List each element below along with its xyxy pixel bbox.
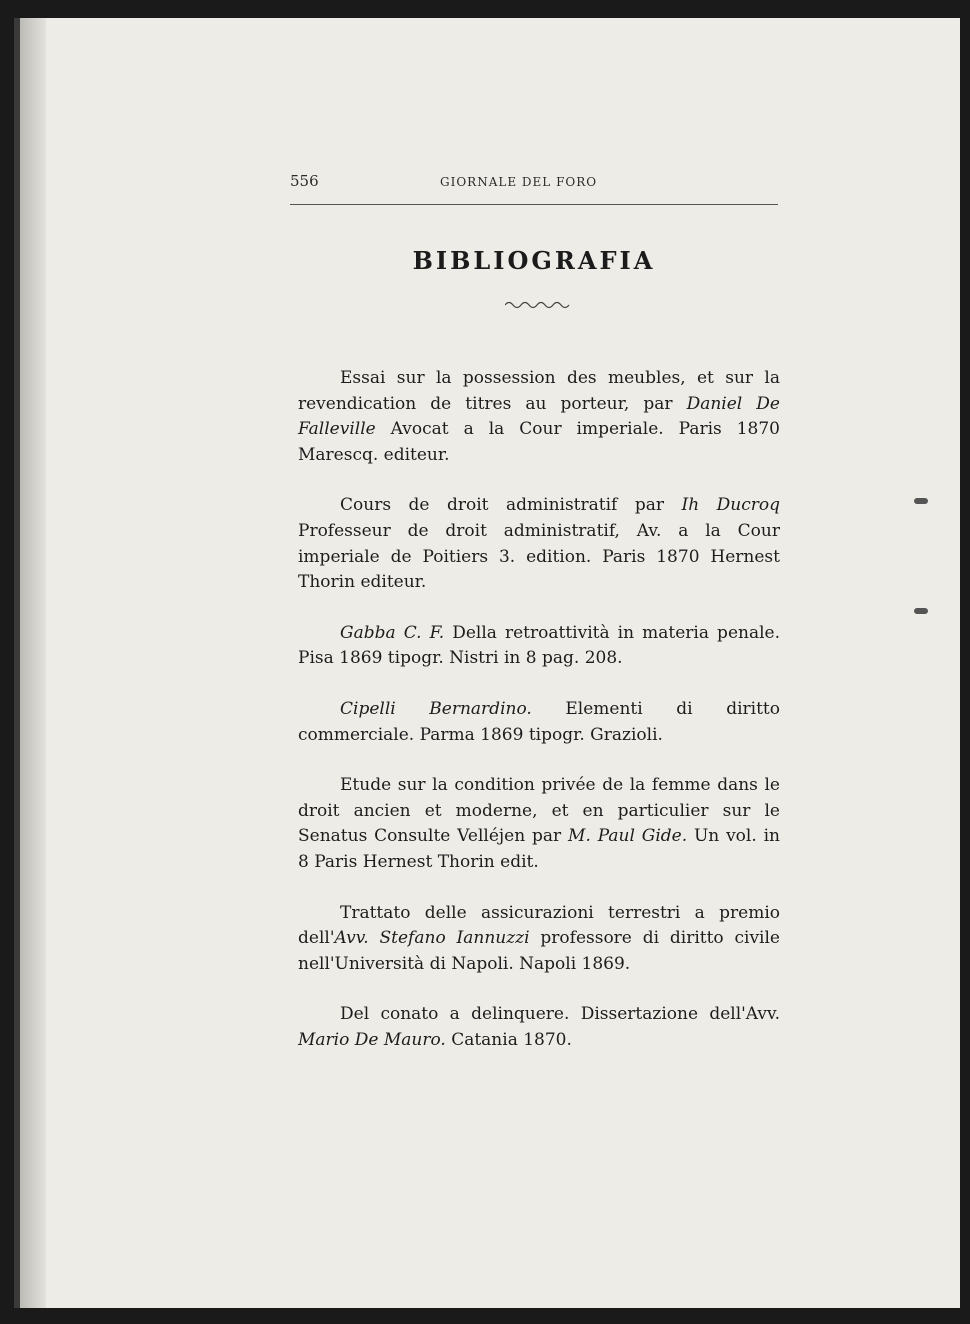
entry-text: Del conato a delinquere. Dissertazione dell'Avv. <box>340 1004 780 1025</box>
entry-author: Gabba C. F. <box>340 622 445 643</box>
entry-text: Catania 1870. <box>445 1029 572 1050</box>
entry-author: Ih Ducroq <box>681 495 780 516</box>
bibliography-entry <box>298 697 780 748</box>
bibliography-entry <box>298 366 780 468</box>
entry-text: Elementi di diritto commerciale. Parma 1869 tipogr. Grazioli. <box>298 698 780 745</box>
bibliography-entry <box>298 621 780 672</box>
entry-text: Professeur de droit administratif, Av. a la Cour imperiale de Poitiers 3. edition. Paris 1870 Hernest Thorin editeur. <box>298 520 780 593</box>
page-gutter-shadow <box>20 18 46 1308</box>
title-ornament-icon <box>505 300 571 310</box>
entry-text: Essai sur la possession des meubles, et sur la revendication de titres au porteur, par <box>298 368 780 414</box>
header-rule <box>290 204 778 205</box>
bibliography-entry <box>298 1002 780 1053</box>
bibliography-entry <box>298 493 780 595</box>
section-title: BIBLIOGRAFIA <box>412 246 656 275</box>
entry-text: Avocat a la Cour imperiale. Paris 1870 Marescq. editeur. <box>298 419 780 465</box>
entry-author: Mario De Mauro. <box>298 1029 446 1050</box>
bibliography-list <box>298 366 780 1078</box>
running-title: GIORNALE DEL FORO <box>440 175 598 189</box>
bibliography-entry <box>298 901 780 978</box>
entry-text: Cours de droit administratif par <box>340 495 682 516</box>
entry-text: Un vol. in 8 Paris Hernest Thorin edit. <box>298 826 780 872</box>
entry-author: Avv. Stefano Iannuzzi <box>334 928 530 949</box>
page-number: 556 <box>290 172 319 190</box>
margin-mark <box>914 608 928 614</box>
entry-text: Trattato delle assicurazioni terrestri a premio dell' <box>298 902 780 949</box>
entry-author: M. Paul Gide. <box>568 826 688 847</box>
entry-text: professore di diritto civile nell'Università di Napoli. Napoli 1869. <box>298 928 780 974</box>
entry-author: Daniel De Falleville <box>298 393 780 440</box>
entry-text: Etude sur la condition privée de la femme dans le droit ancien et moderne, et en particulier sur le Senatus Consulte Velléjen par <box>298 775 780 847</box>
bibliography-entry <box>298 773 780 875</box>
entry-text: Della retroattività in materia penale. Pisa 1869 tipogr. Nistri in 8 pag. 208. <box>298 622 780 669</box>
entry-author: Cipelli Bernardino. <box>340 698 532 719</box>
margin-mark <box>914 498 928 504</box>
